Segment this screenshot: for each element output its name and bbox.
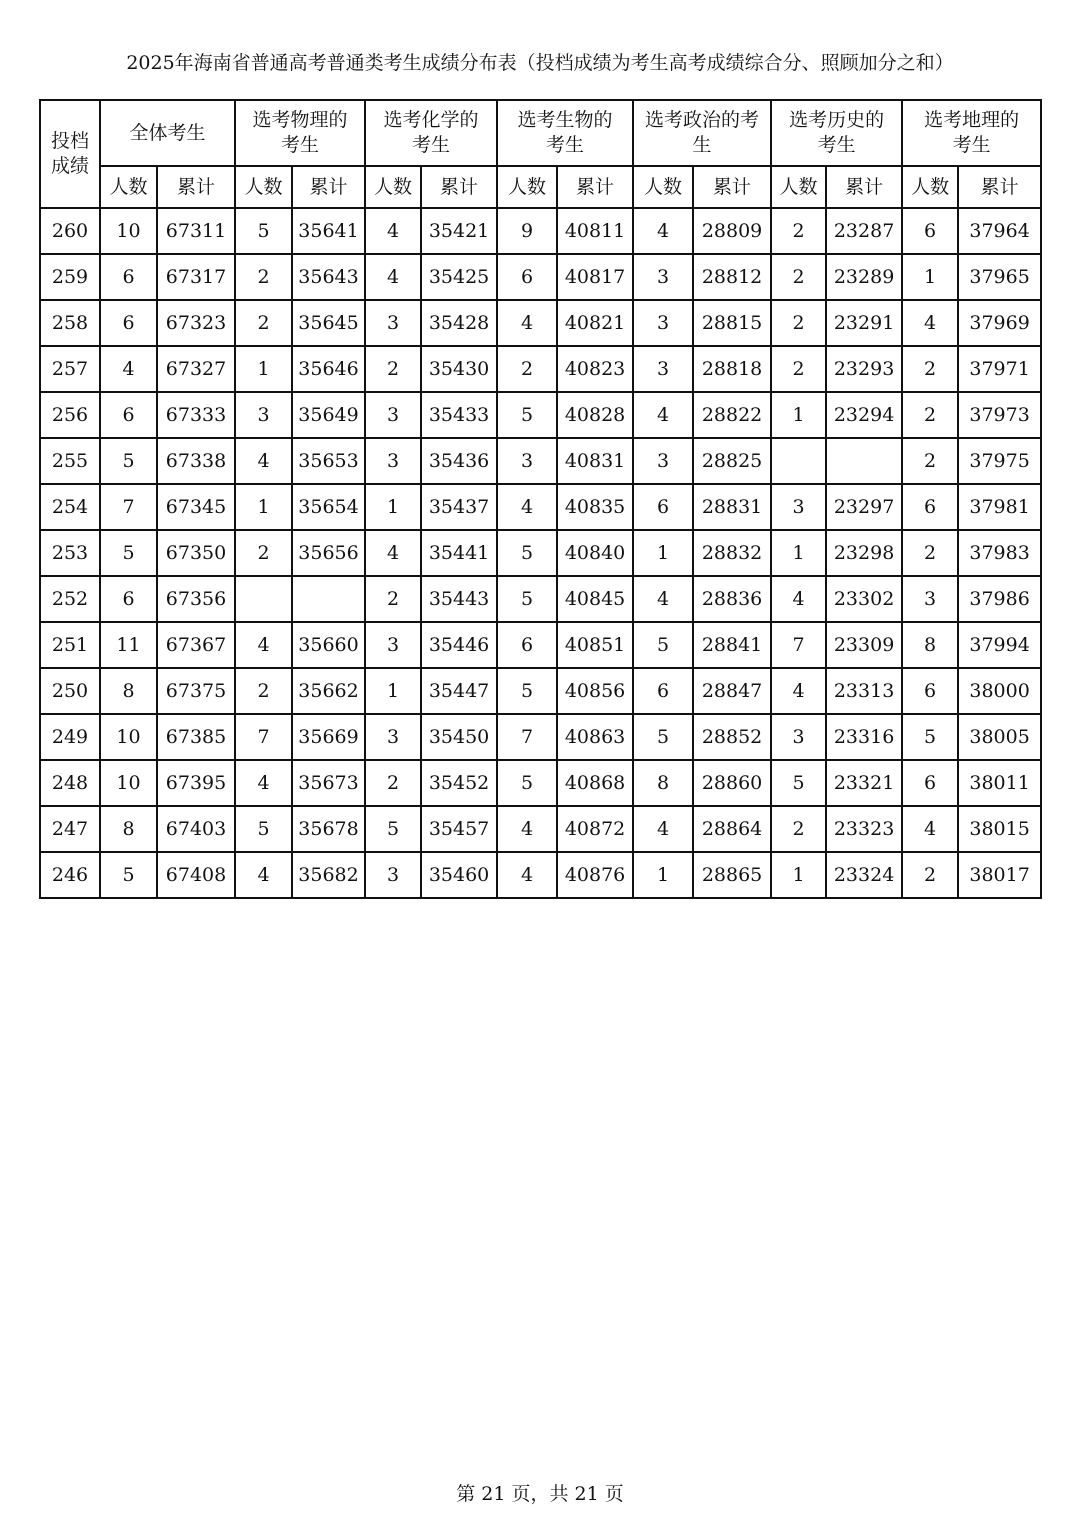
cumulative-cell: 23316: [826, 714, 902, 760]
count-cell: 3: [235, 392, 292, 438]
cumulative-cell: 67345: [157, 484, 235, 530]
count-cell: 1: [771, 392, 826, 438]
count-cell: 2: [902, 852, 958, 898]
cumulative-cell: 35641: [292, 208, 365, 254]
cumulative-cell: 28809: [693, 208, 771, 254]
count-cell: 4: [633, 208, 693, 254]
cumulative-header: 累计: [421, 166, 497, 208]
count-cell: 4: [497, 806, 557, 852]
cumulative-cell: 37981: [958, 484, 1041, 530]
count-header: 人数: [902, 166, 958, 208]
cumulative-header: 累计: [693, 166, 771, 208]
table-row: [40, 668, 1041, 714]
count-cell: 2: [902, 346, 958, 392]
cumulative-cell: 40845: [557, 576, 633, 622]
cumulative-cell: 35452: [421, 760, 497, 806]
count-cell: 2: [771, 254, 826, 300]
count-cell: 4: [771, 576, 826, 622]
cumulative-cell: 67350: [157, 530, 235, 576]
count-cell: 2: [902, 530, 958, 576]
cumulative-cell: 67385: [157, 714, 235, 760]
subheader-row: [40, 166, 1041, 208]
count-cell: 3: [633, 300, 693, 346]
cumulative-cell: 28865: [693, 852, 771, 898]
score-cell: 251: [40, 622, 100, 668]
count-cell: 4: [771, 668, 826, 714]
group-header-physics: 选考物理的考生: [235, 100, 365, 166]
table-row: [40, 208, 1041, 254]
count-cell: 7: [497, 714, 557, 760]
count-cell: 2: [235, 300, 292, 346]
count-header: 人数: [235, 166, 292, 208]
cumulative-cell: 23323: [826, 806, 902, 852]
count-cell: 3: [365, 300, 421, 346]
count-cell: 8: [100, 668, 157, 714]
count-cell: 10: [100, 714, 157, 760]
count-cell: 1: [235, 346, 292, 392]
cumulative-cell: 67338: [157, 438, 235, 484]
cumulative-cell: 23309: [826, 622, 902, 668]
count-cell: 4: [497, 300, 557, 346]
score-cell: 246: [40, 852, 100, 898]
count-cell: 3: [365, 714, 421, 760]
count-cell: 4: [235, 760, 292, 806]
count-cell: 10: [100, 760, 157, 806]
cumulative-cell: 37975: [958, 438, 1041, 484]
cumulative-cell: 28864: [693, 806, 771, 852]
count-cell: 2: [365, 576, 421, 622]
count-cell: 4: [100, 346, 157, 392]
table-row: [40, 392, 1041, 438]
cumulative-cell: 35443: [421, 576, 497, 622]
count-cell: 2: [235, 668, 292, 714]
table-row: [40, 714, 1041, 760]
count-cell: 1: [365, 484, 421, 530]
cumulative-cell: 23294: [826, 392, 902, 438]
count-cell: 4: [497, 852, 557, 898]
count-cell: 5: [100, 530, 157, 576]
count-cell: 6: [497, 254, 557, 300]
count-cell: [235, 576, 292, 622]
cumulative-cell: 35662: [292, 668, 365, 714]
cumulative-cell: 38015: [958, 806, 1041, 852]
count-header: 人数: [100, 166, 157, 208]
cumulative-cell: 35446: [421, 622, 497, 668]
count-cell: 4: [902, 300, 958, 346]
table-row: [40, 806, 1041, 852]
cumulative-cell: 23289: [826, 254, 902, 300]
cumulative-header: 累计: [958, 166, 1041, 208]
count-cell: 3: [633, 254, 693, 300]
count-cell: 7: [100, 484, 157, 530]
cumulative-cell: 28831: [693, 484, 771, 530]
cumulative-cell: 40872: [557, 806, 633, 852]
count-cell: 4: [235, 852, 292, 898]
group-header-history: 选考历史的考生: [771, 100, 902, 166]
cumulative-cell: 35678: [292, 806, 365, 852]
cumulative-cell: 23287: [826, 208, 902, 254]
cumulative-cell: 40868: [557, 760, 633, 806]
count-cell: 3: [771, 484, 826, 530]
count-cell: 5: [633, 714, 693, 760]
score-cell: 257: [40, 346, 100, 392]
document-title: 2025年海南省普通高考普通类考生成绩分布表（投档成绩为考生高考成绩综合分、照顾加分之和）: [126, 52, 954, 74]
score-cell: 259: [40, 254, 100, 300]
table-row: [40, 530, 1041, 576]
count-cell: 11: [100, 622, 157, 668]
cumulative-cell: 28832: [693, 530, 771, 576]
count-cell: 3: [771, 714, 826, 760]
count-cell: 5: [497, 576, 557, 622]
count-cell: 6: [100, 300, 157, 346]
score-cell: 260: [40, 208, 100, 254]
count-cell: 5: [497, 668, 557, 714]
cumulative-cell: 67408: [157, 852, 235, 898]
count-cell: 1: [365, 668, 421, 714]
count-cell: 5: [235, 806, 292, 852]
count-cell: 6: [497, 622, 557, 668]
group-header-all: 全体考生: [100, 100, 235, 166]
count-cell: 3: [365, 622, 421, 668]
count-cell: 4: [365, 208, 421, 254]
count-cell: 3: [633, 346, 693, 392]
table-row: [40, 760, 1041, 806]
cumulative-cell: 35643: [292, 254, 365, 300]
cumulative-cell: 35433: [421, 392, 497, 438]
cumulative-cell: 35428: [421, 300, 497, 346]
count-cell: 2: [902, 438, 958, 484]
cumulative-cell: 35425: [421, 254, 497, 300]
count-cell: 4: [633, 392, 693, 438]
score-cell: 253: [40, 530, 100, 576]
count-cell: 9: [497, 208, 557, 254]
cumulative-cell: 38005: [958, 714, 1041, 760]
score-cell: 247: [40, 806, 100, 852]
cumulative-cell: 35660: [292, 622, 365, 668]
cumulative-cell: 67317: [157, 254, 235, 300]
count-cell: 2: [771, 346, 826, 392]
cumulative-header: 累计: [157, 166, 235, 208]
score-cell: 254: [40, 484, 100, 530]
score-cell: 250: [40, 668, 100, 714]
cumulative-cell: 35421: [421, 208, 497, 254]
count-cell: 5: [497, 392, 557, 438]
score-cell: 256: [40, 392, 100, 438]
count-cell: 4: [365, 254, 421, 300]
count-cell: 6: [100, 254, 157, 300]
cumulative-cell: 40856: [557, 668, 633, 714]
cumulative-cell: 37973: [958, 392, 1041, 438]
count-cell: 4: [633, 576, 693, 622]
count-cell: 1: [235, 484, 292, 530]
cumulative-cell: 37986: [958, 576, 1041, 622]
cumulative-cell: 40835: [557, 484, 633, 530]
cumulative-cell: [292, 576, 365, 622]
cumulative-header: 累计: [557, 166, 633, 208]
score-cell: 255: [40, 438, 100, 484]
count-cell: 4: [235, 438, 292, 484]
count-cell: 2: [771, 806, 826, 852]
count-cell: 5: [497, 760, 557, 806]
count-header: 人数: [633, 166, 693, 208]
cumulative-cell: 28812: [693, 254, 771, 300]
count-header: 人数: [497, 166, 557, 208]
cumulative-cell: 35437: [421, 484, 497, 530]
cumulative-cell: 28825: [693, 438, 771, 484]
cumulative-cell: 35649: [292, 392, 365, 438]
cumulative-cell: 28815: [693, 300, 771, 346]
cumulative-cell: 23291: [826, 300, 902, 346]
cumulative-cell: 67375: [157, 668, 235, 714]
cumulative-cell: 35682: [292, 852, 365, 898]
table-body: [40, 208, 1041, 898]
table-row: [40, 300, 1041, 346]
count-cell: [771, 438, 826, 484]
cumulative-cell: 28852: [693, 714, 771, 760]
count-cell: 7: [771, 622, 826, 668]
cumulative-cell: 67395: [157, 760, 235, 806]
count-cell: 5: [235, 208, 292, 254]
table-row: [40, 852, 1041, 898]
cumulative-cell: 23297: [826, 484, 902, 530]
cumulative-cell: 37971: [958, 346, 1041, 392]
cumulative-cell: 35646: [292, 346, 365, 392]
group-header-chemistry: 选考化学的考生: [365, 100, 497, 166]
count-cell: 6: [100, 576, 157, 622]
cumulative-cell: 40828: [557, 392, 633, 438]
score-cell: 258: [40, 300, 100, 346]
cumulative-cell: 37964: [958, 208, 1041, 254]
cumulative-cell: 23313: [826, 668, 902, 714]
cumulative-cell: 35645: [292, 300, 365, 346]
count-cell: 2: [771, 300, 826, 346]
count-cell: 5: [633, 622, 693, 668]
cumulative-cell: 40863: [557, 714, 633, 760]
cumulative-cell: 28841: [693, 622, 771, 668]
cumulative-cell: 35441: [421, 530, 497, 576]
count-cell: 8: [902, 622, 958, 668]
table-row: [40, 254, 1041, 300]
count-header: 人数: [365, 166, 421, 208]
count-cell: 3: [365, 852, 421, 898]
count-cell: 8: [100, 806, 157, 852]
cumulative-cell: 40876: [557, 852, 633, 898]
cumulative-cell: 67323: [157, 300, 235, 346]
cumulative-cell: 35460: [421, 852, 497, 898]
cumulative-cell: 67356: [157, 576, 235, 622]
count-cell: 1: [771, 530, 826, 576]
cumulative-cell: 28860: [693, 760, 771, 806]
table-row: [40, 346, 1041, 392]
cumulative-cell: 23321: [826, 760, 902, 806]
cumulative-cell: 23302: [826, 576, 902, 622]
count-cell: 3: [365, 392, 421, 438]
cumulative-cell: 35669: [292, 714, 365, 760]
group-header-geography: 选考地理的考生: [902, 100, 1041, 166]
cumulative-cell: [826, 438, 902, 484]
count-cell: 4: [902, 806, 958, 852]
cumulative-cell: 37969: [958, 300, 1041, 346]
table-row: [40, 576, 1041, 622]
cumulative-cell: 37965: [958, 254, 1041, 300]
cumulative-cell: 67327: [157, 346, 235, 392]
count-cell: 2: [235, 530, 292, 576]
count-cell: 3: [365, 438, 421, 484]
cumulative-cell: 37994: [958, 622, 1041, 668]
count-cell: 5: [100, 438, 157, 484]
count-cell: 1: [633, 530, 693, 576]
page-footer: 第 21 页，共 21 页: [456, 1483, 624, 1505]
count-cell: 2: [235, 254, 292, 300]
cumulative-cell: 35457: [421, 806, 497, 852]
cumulative-cell: 35656: [292, 530, 365, 576]
count-cell: 3: [902, 576, 958, 622]
cumulative-cell: 35653: [292, 438, 365, 484]
count-cell: 4: [633, 806, 693, 852]
cumulative-cell: 23293: [826, 346, 902, 392]
group-header-politics: 选考政治的考生: [633, 100, 771, 166]
cumulative-cell: 40823: [557, 346, 633, 392]
count-cell: 7: [235, 714, 292, 760]
cumulative-cell: 35450: [421, 714, 497, 760]
score-cell: 249: [40, 714, 100, 760]
count-cell: 2: [365, 346, 421, 392]
cumulative-cell: 28818: [693, 346, 771, 392]
count-cell: 4: [235, 622, 292, 668]
cumulative-cell: 67403: [157, 806, 235, 852]
cumulative-cell: 35430: [421, 346, 497, 392]
group-header-biology: 选考生物的考生: [497, 100, 633, 166]
count-cell: 5: [365, 806, 421, 852]
cumulative-cell: 35654: [292, 484, 365, 530]
count-cell: 2: [365, 760, 421, 806]
cumulative-cell: 23324: [826, 852, 902, 898]
count-cell: 8: [633, 760, 693, 806]
cumulative-cell: 40840: [557, 530, 633, 576]
count-cell: 1: [902, 254, 958, 300]
count-cell: 10: [100, 208, 157, 254]
cumulative-cell: 38011: [958, 760, 1041, 806]
count-cell: 1: [771, 852, 826, 898]
table-row: [40, 484, 1041, 530]
cumulative-cell: 28836: [693, 576, 771, 622]
cumulative-header: 累计: [292, 166, 365, 208]
cumulative-cell: 40811: [557, 208, 633, 254]
count-cell: 5: [771, 760, 826, 806]
cumulative-cell: 67333: [157, 392, 235, 438]
cumulative-cell: 38000: [958, 668, 1041, 714]
score-distribution-table: [39, 99, 1042, 899]
score-cell: 248: [40, 760, 100, 806]
cumulative-cell: 35673: [292, 760, 365, 806]
cumulative-cell: 40851: [557, 622, 633, 668]
count-cell: 6: [633, 668, 693, 714]
cumulative-cell: 40831: [557, 438, 633, 484]
count-cell: 2: [497, 346, 557, 392]
cumulative-cell: 35447: [421, 668, 497, 714]
count-header: 人数: [771, 166, 826, 208]
cumulative-header: 累计: [826, 166, 902, 208]
count-cell: 6: [902, 484, 958, 530]
count-cell: 5: [902, 714, 958, 760]
cumulative-cell: 40821: [557, 300, 633, 346]
score-column-header: 投档成绩: [40, 100, 100, 208]
count-cell: 4: [365, 530, 421, 576]
count-cell: 6: [902, 668, 958, 714]
cumulative-cell: 35436: [421, 438, 497, 484]
cumulative-cell: 28847: [693, 668, 771, 714]
cumulative-cell: 67311: [157, 208, 235, 254]
cumulative-cell: 67367: [157, 622, 235, 668]
count-cell: 3: [633, 438, 693, 484]
count-cell: 6: [902, 208, 958, 254]
count-cell: 5: [100, 852, 157, 898]
count-cell: 6: [633, 484, 693, 530]
cumulative-cell: 28822: [693, 392, 771, 438]
cumulative-cell: 38017: [958, 852, 1041, 898]
cumulative-cell: 37983: [958, 530, 1041, 576]
count-cell: 6: [100, 392, 157, 438]
count-cell: 3: [497, 438, 557, 484]
count-cell: 2: [902, 392, 958, 438]
table-row: [40, 622, 1041, 668]
count-cell: 2: [771, 208, 826, 254]
count-cell: 1: [633, 852, 693, 898]
count-cell: 4: [497, 484, 557, 530]
score-cell: 252: [40, 576, 100, 622]
cumulative-cell: 23298: [826, 530, 902, 576]
count-cell: 6: [902, 760, 958, 806]
cumulative-cell: 40817: [557, 254, 633, 300]
count-cell: 5: [497, 530, 557, 576]
table-row: [40, 438, 1041, 484]
